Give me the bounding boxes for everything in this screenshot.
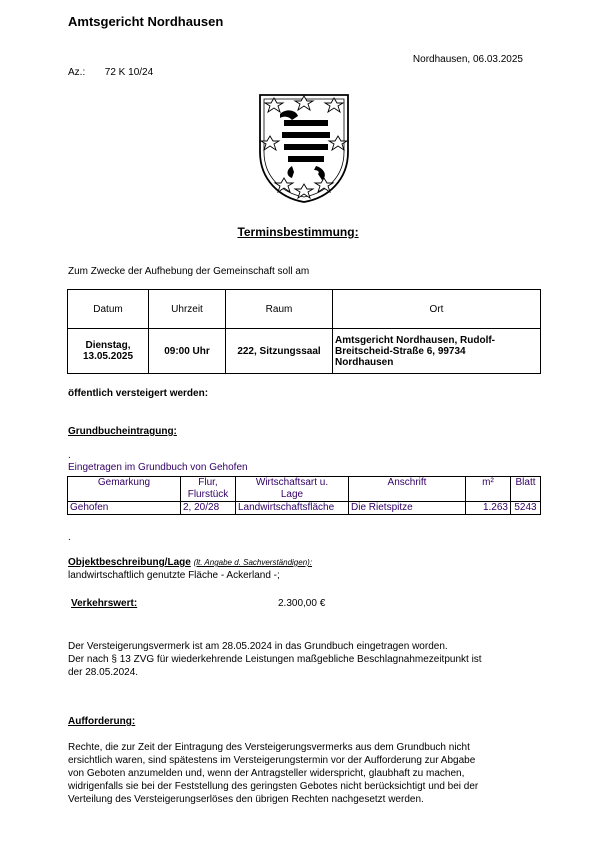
separator-dot: . <box>68 532 71 543</box>
header-anschrift: Anschrift <box>349 477 466 502</box>
cell-gemarkung: Gehofen <box>68 502 181 515</box>
aufforderung-line-1: Rechte, die zur Zeit der Eintragung des Versteigerungsvermerks aus dem Grundbuch nicht <box>68 742 470 753</box>
header-raum: Raum <box>226 290 333 329</box>
intro-text: Zum Zwecke der Aufhebung der Gemeinschaft soll am <box>68 266 310 277</box>
aufforderung-line-5: Verteilung des Versteigerungserlöses den übrigen Rechten nachgesetzt werden. <box>68 794 424 805</box>
court-name: Amtsgericht Nordhausen <box>68 14 224 29</box>
grundbuch-table <box>67 476 541 515</box>
header-qm: m² <box>466 477 511 502</box>
case-number-value: 72 K 10/24 <box>104 67 154 78</box>
vermerk-line-2: Der nach § 13 ZVG für wiederkehrende Leistungen maßgebliche Beschlagnahmezeitpunkt ist <box>68 654 482 665</box>
cell-datum <box>68 329 149 374</box>
separator-dot: . <box>68 450 71 461</box>
aufforderung-line-4: widrigenfalls sie bei der Feststellung des geringsten Gebotes nicht berücksichtigt und bei der <box>68 781 479 792</box>
case-number-label: Az.: <box>68 67 86 78</box>
header-wirtschaftsart-line2: Lage <box>280 489 304 500</box>
header-flur-line1: Flur, <box>198 477 218 488</box>
ort-line-1: Amtsgericht Nordhausen, Rudolf- <box>335 334 496 346</box>
datum-date: 13.05.2025 <box>82 351 134 362</box>
cell-wirtschaftsart: Landwirtschaftsfläche <box>236 502 349 515</box>
cell-uhrzeit: 09:00 Uhr <box>149 329 226 374</box>
verkehrswert-label: Verkehrswert: <box>71 598 138 609</box>
grundbuch-heading: Grundbucheintragung: <box>68 426 177 437</box>
header-wirtschaftsart-line1: Wirtschaftsart u. <box>255 477 329 488</box>
header-flur <box>181 477 236 502</box>
coat-of-arms-icon <box>256 92 352 204</box>
cell-ort <box>333 329 541 374</box>
table-row <box>68 329 541 374</box>
cell-blatt: 5243 <box>511 502 541 515</box>
table-row <box>68 502 541 515</box>
objekt-heading-note: (lt. Angabe d. Sachverständigen): <box>193 558 313 567</box>
place-date: Nordhausen, 06.03.2025 <box>412 54 523 65</box>
aufforderung-line-3: von Geboten anzumelden und, wenn der Antragsteller widerspricht, glaubhaft zu machen, <box>68 768 465 779</box>
objekt-heading-text: Objektbeschreibung/Lage <box>68 557 191 568</box>
vermerk-line-3: der 28.05.2024. <box>68 667 139 678</box>
header-datum: Datum <box>68 290 149 329</box>
aufforderung-heading: Aufforderung: <box>68 716 136 727</box>
header-uhrzeit: Uhrzeit <box>149 290 226 329</box>
case-number <box>68 67 153 78</box>
header-ort: Ort <box>333 290 541 329</box>
datum-weekday: Dienstag, <box>85 340 131 351</box>
cell-qm: 1.263 <box>466 502 511 515</box>
vermerk-line-1: Der Versteigerungsvermerk ist am 28.05.2024 in das Grundbuch eingetragen worden. <box>68 641 448 652</box>
page-title: Terminsbestimmung: <box>237 225 359 239</box>
cell-anschrift: Die Rietspitze <box>349 502 466 515</box>
ort-line-3: Nordhausen <box>335 356 394 368</box>
aufforderung-paragraph <box>68 741 528 806</box>
grundbuch-registry: Eingetragen im Grundbuch von Gehofen <box>68 462 248 473</box>
cell-raum: 222, Sitzungssaal <box>226 329 333 374</box>
table-header-row <box>68 477 541 502</box>
header-wirtschaftsart <box>236 477 349 502</box>
objekt-heading <box>68 557 312 568</box>
auction-statement: öffentlich versteigert werden: <box>68 388 209 399</box>
objekt-description: landwirtschaftlich genutzte Fläche - Ackerland -; <box>68 570 280 581</box>
verkehrswert-value: 2.300,00 € <box>278 598 326 609</box>
header-gemarkung: Gemarkung <box>68 477 181 502</box>
appointment-table <box>67 289 541 374</box>
table-header-row <box>68 290 541 329</box>
cell-flur: 2, 20/28 <box>181 502 236 515</box>
vermerk-paragraph <box>68 640 528 679</box>
header-blatt: Blatt <box>511 477 541 502</box>
ort-line-2: Breitscheid-Straße 6, 99734 <box>335 345 466 357</box>
header-flur-line2: Flurstück <box>187 489 229 500</box>
aufforderung-line-2: ersichtlich waren, sind spätestens im Versteigerungstermin vor der Aufforderung zur Abgabe <box>68 755 476 766</box>
